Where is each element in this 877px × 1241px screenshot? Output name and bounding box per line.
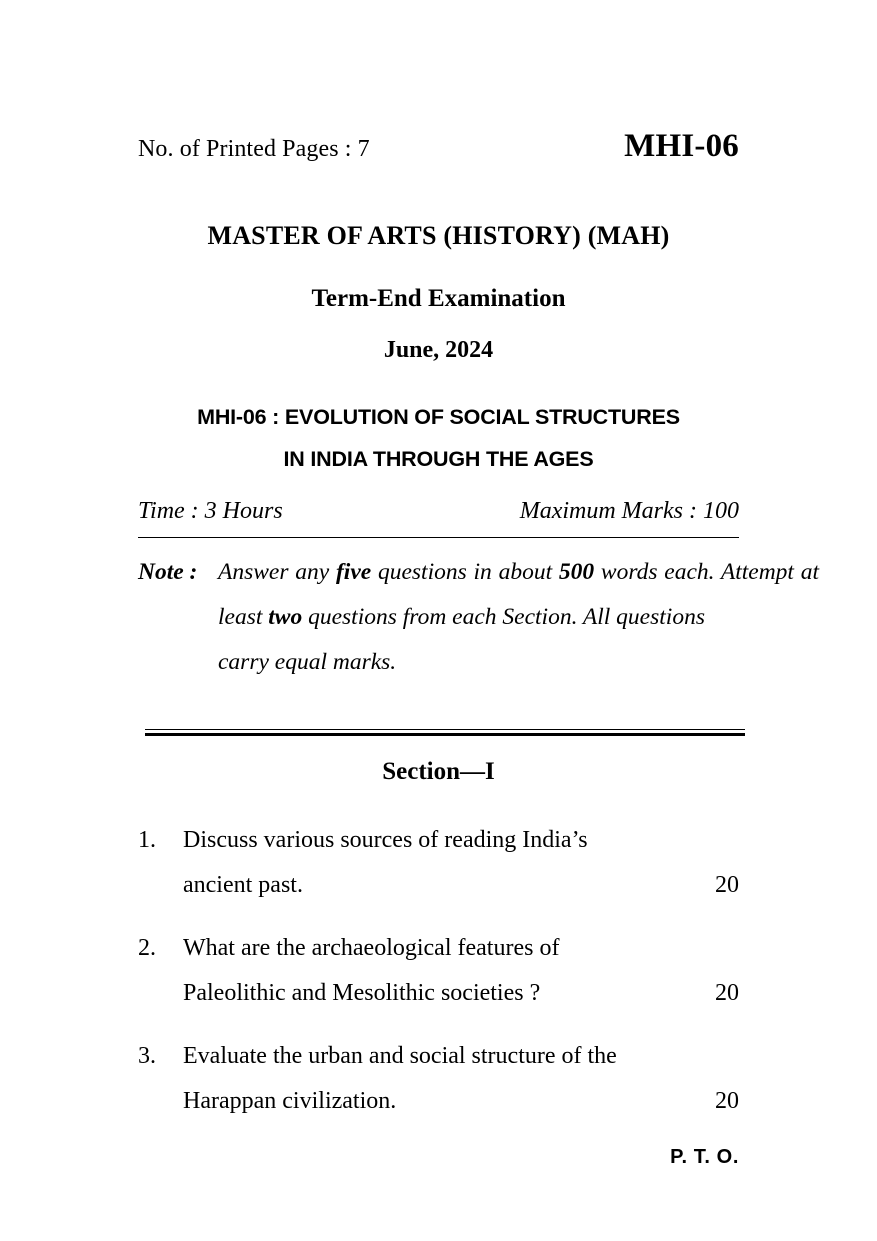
- question-item: [138, 926, 739, 1016]
- question-item: [138, 818, 739, 908]
- course-title-line-1: MHI-06 : EVOLUTION OF SOCIAL STRUCTURES: [197, 405, 680, 429]
- note-text-part-3: words each. Attempt at least: [218, 559, 820, 630]
- maximum-marks: Maximum Marks : 100: [519, 498, 739, 524]
- course-title: [138, 396, 739, 480]
- question-text: Evaluate the urban and social structure of the: [183, 1043, 617, 1069]
- note-emphasis-500: 500: [558, 559, 595, 585]
- exam-session: June, 2024: [383, 337, 494, 363]
- question-text-tail: Paleolithic and Mesolithic societies ?: [183, 980, 541, 1006]
- note-text-part-1: Answer any: [218, 559, 336, 585]
- page-turn-over-label: P. T. O.: [670, 1146, 739, 1168]
- exam-info-row: [138, 498, 739, 525]
- question-item: [138, 1034, 739, 1124]
- question-list: [138, 818, 739, 1142]
- question-number: 1.: [138, 827, 156, 853]
- page-header: [138, 128, 739, 165]
- divider-thin: [138, 537, 739, 538]
- question-text: Discuss various sources of reading India’s: [183, 827, 588, 853]
- question-text-last-line: [183, 863, 739, 908]
- section-heading: Section—I: [382, 758, 495, 785]
- exam-note: [138, 550, 819, 685]
- question-marks: 20: [715, 980, 739, 1006]
- question-text: What are the archaeological features of: [183, 935, 560, 961]
- question-text-tail: Harappan civilization.: [183, 1088, 397, 1114]
- question-marks: 20: [715, 1088, 739, 1114]
- question-marks: 20: [715, 872, 739, 898]
- note-label: Note :: [138, 559, 198, 585]
- question-number: 2.: [138, 935, 156, 961]
- note-text-part-4: questions from each Section. All questions: [302, 604, 705, 630]
- exam-duration: Time : 3 Hours: [138, 498, 283, 524]
- divider-double: [145, 729, 745, 736]
- divider-double-thick: [145, 733, 745, 736]
- question-text-tail: ancient past.: [183, 872, 303, 898]
- program-title: MASTER OF ARTS (HISTORY) (MAH): [207, 221, 670, 250]
- printed-pages-label: No. of Printed Pages : 7: [138, 136, 370, 162]
- note-emphasis-two: two: [268, 604, 303, 630]
- divider-double-thin: [145, 729, 745, 730]
- question-text-last-line: [183, 1079, 739, 1124]
- paper-code: MHI-06: [624, 128, 739, 164]
- note-text-part-2: questions in about: [371, 559, 559, 585]
- question-text-last-line: [183, 971, 739, 1016]
- exam-title: Term-End Examination: [311, 285, 566, 312]
- note-text-part-5: carry equal marks.: [218, 649, 397, 675]
- course-title-line-2: IN INDIA THROUGH THE AGES: [283, 447, 594, 471]
- note-emphasis-five: five: [335, 559, 372, 585]
- question-number: 3.: [138, 1043, 156, 1069]
